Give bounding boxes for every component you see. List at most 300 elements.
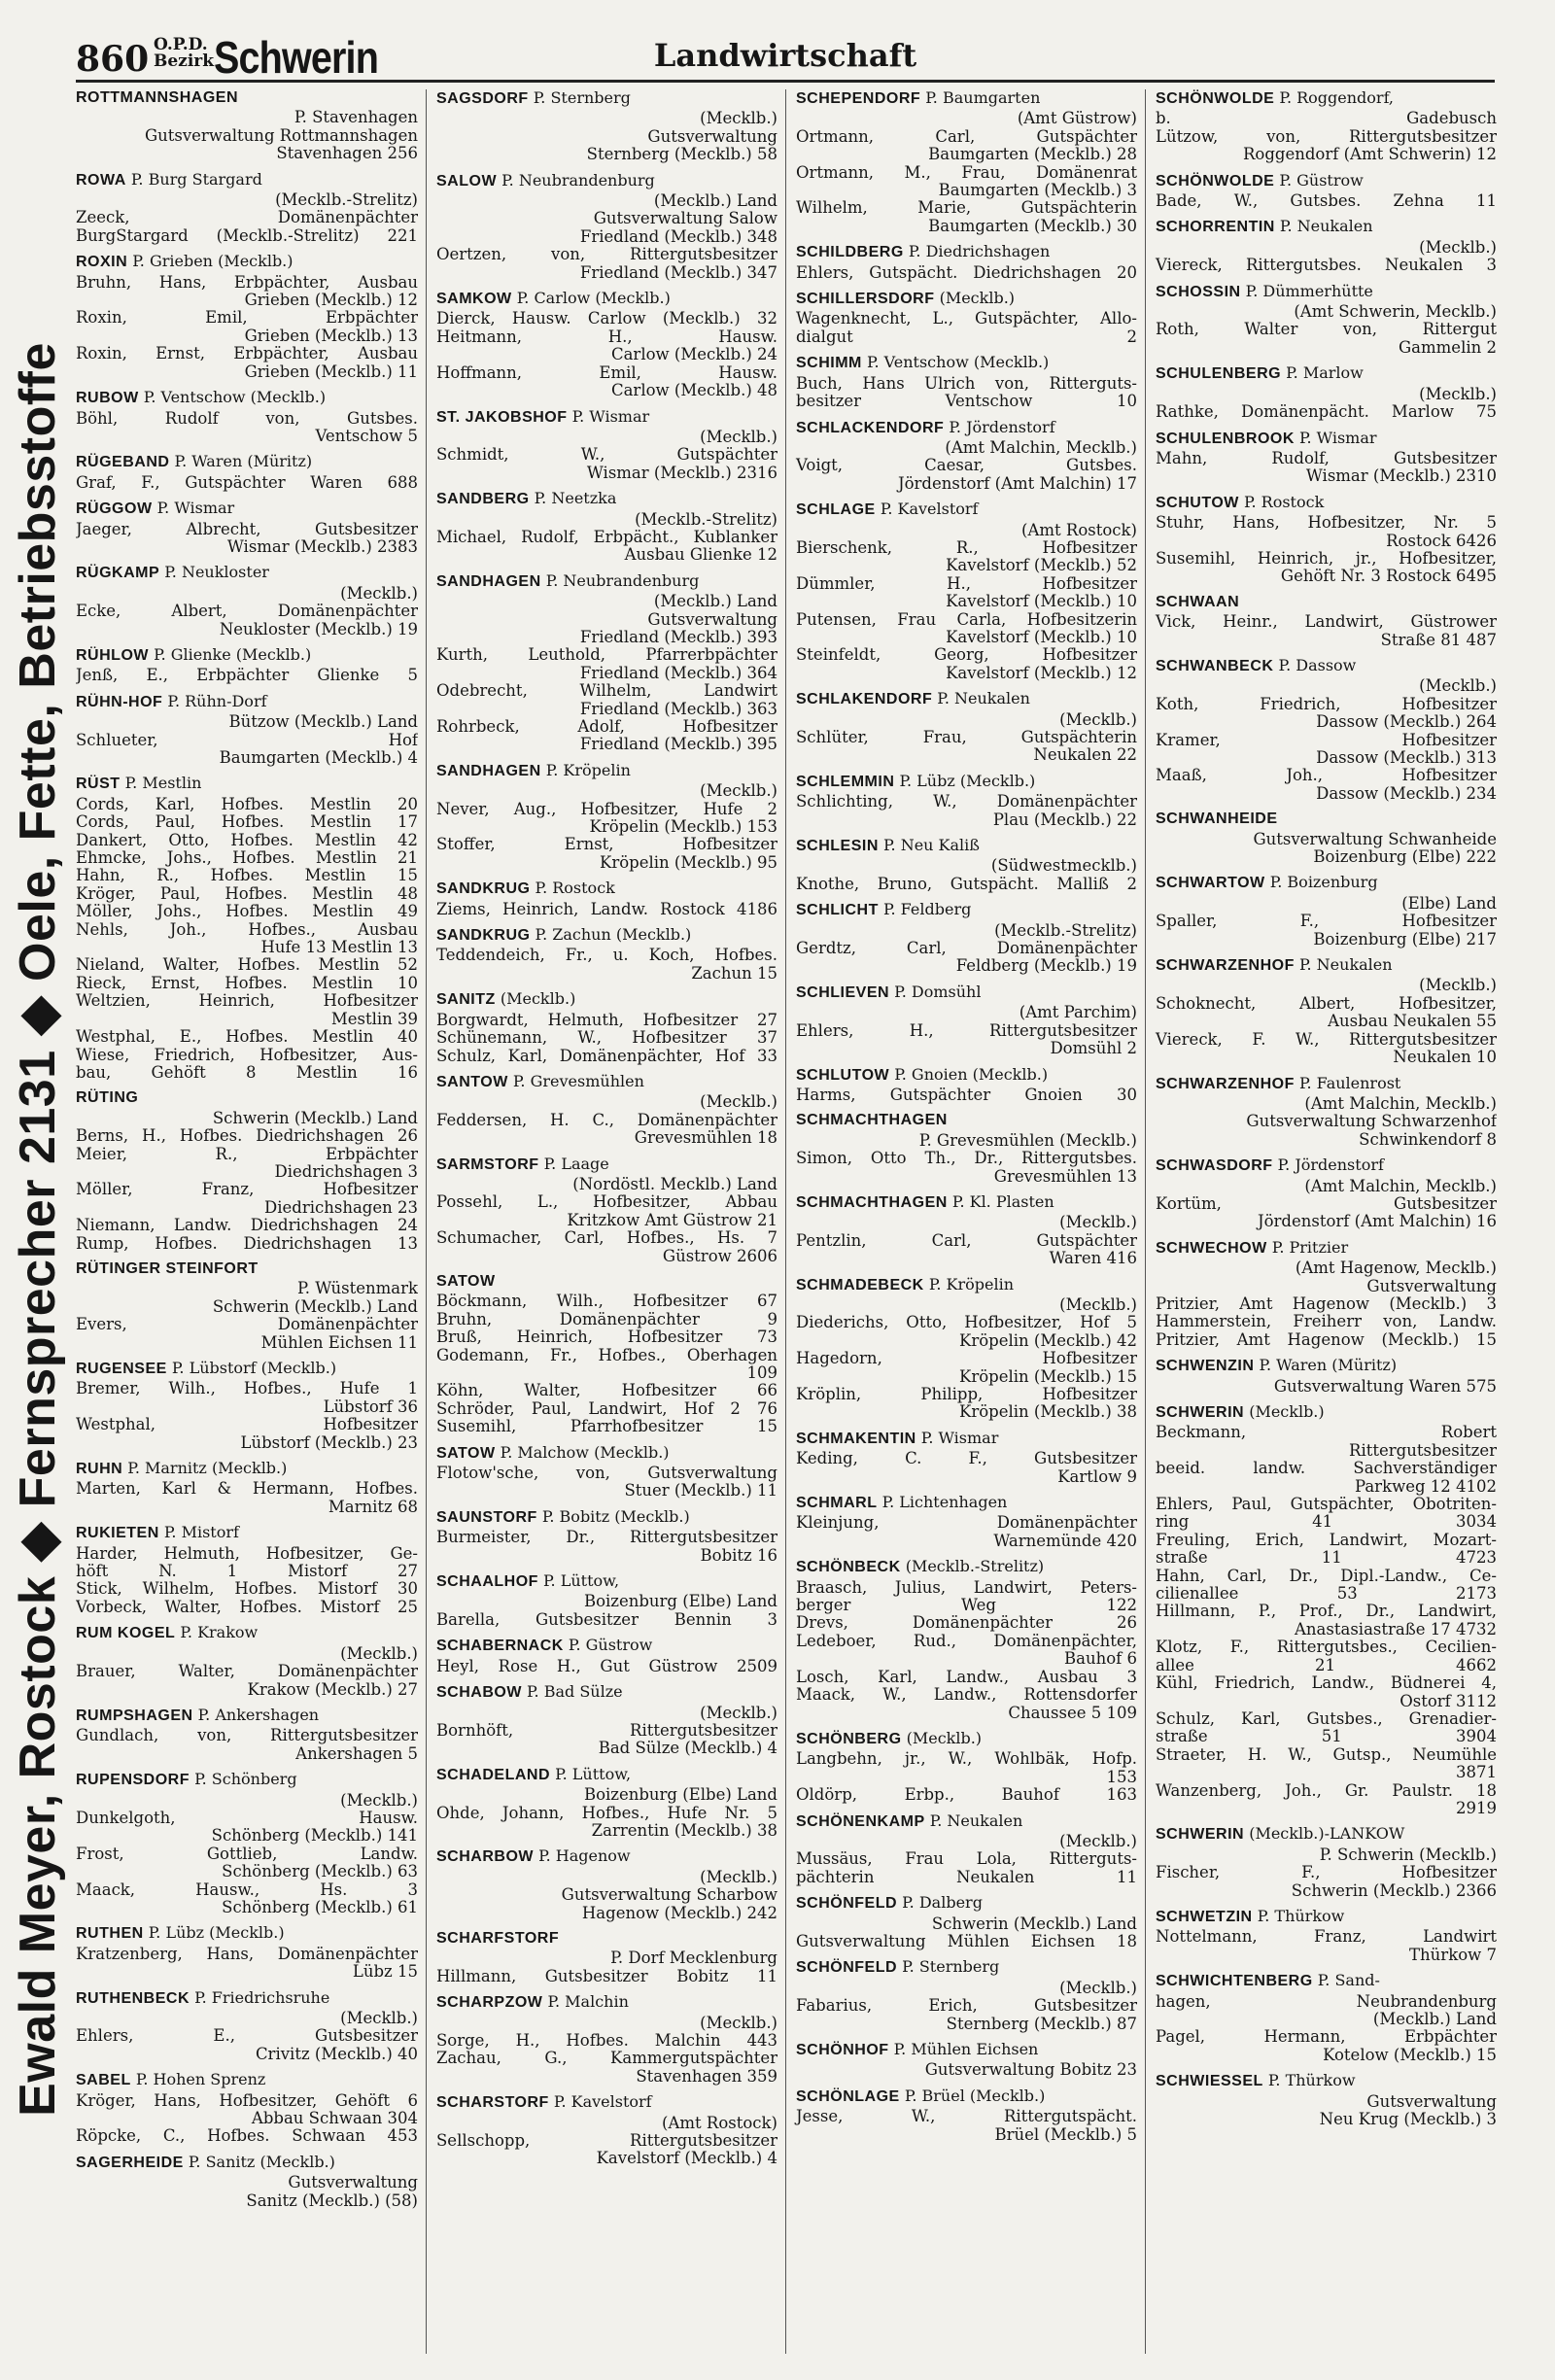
directory-entry (436, 408, 778, 483)
post-office: P. Thürkow (1262, 2071, 1356, 2090)
entry-line: Fischer, F., Hofbesitzer (1156, 1863, 1497, 1882)
entry-line: Bierschenk, R., Hofbesitzer (796, 537, 1137, 557)
entry-line: Berns, H., Hofbes. Diedrichshagen 26 (76, 1126, 418, 1146)
directory-entry (76, 500, 418, 556)
post-office: P. Ventschow (Mecklb.) (138, 388, 327, 407)
directory-entry (436, 1572, 778, 1629)
entry-line: Ortmann, Carl, Gutspächter (796, 126, 1137, 146)
entry-line: Brüel (Mecklb.) 5 (994, 2124, 1137, 2144)
place-heading (796, 901, 1137, 919)
directory-entry (796, 354, 1137, 410)
directory-entry (76, 89, 418, 163)
place-name: SCHLACKENDORF (796, 419, 945, 436)
place-heading (1156, 1075, 1497, 1093)
place-name: SCHIMM (796, 355, 862, 372)
place-name: SCHMACHTHAGEN (796, 1193, 948, 1211)
place-name: RÜGKAMP (76, 565, 160, 582)
place-name: RUBOW (76, 390, 139, 407)
place-name: SCHILLERSDORF (796, 291, 935, 308)
place-heading (76, 1460, 418, 1478)
place-heading (76, 2154, 418, 2172)
entry-line: Chaussee 5 109 (1008, 1703, 1137, 1722)
entry-line: Kartlow 9 (1057, 1466, 1137, 1486)
entry-line: (Mecklb.-Strelitz) (635, 509, 778, 529)
entry-line: Köhn, Walter, Hofbesitzer 66 (436, 1381, 778, 1400)
place-name: SCHMACHTHAGEN (796, 1112, 948, 1129)
entry-line: Boizenburg (Elbe) 217 (1313, 929, 1497, 949)
column-4 (1145, 89, 1497, 2354)
place-heading (796, 690, 1137, 708)
entry-line: Grieben (Mecklb.) 12 (244, 291, 418, 310)
post-office: (Mecklb.) (901, 1728, 983, 1747)
entry-line: (Mecklb.) (1419, 384, 1497, 403)
post-office: P. Neukloster (159, 563, 269, 582)
entry-line: Böckmann, Wilh., Hofbesitzer 67 (436, 1292, 778, 1311)
entry-line: Friedland (Mecklb.) 364 (579, 663, 778, 682)
directory-entry (76, 2071, 418, 2146)
directory-entry (796, 983, 1137, 1058)
entry-line: Feddersen, H. C., Domänenpächter (436, 1110, 778, 1129)
post-office: P. Marlow (1281, 363, 1364, 383)
entry-line: Kurth, Leuthold, Pfarrerbpächter (436, 645, 778, 665)
directory-entry (76, 389, 418, 445)
entry-line: Braasch, Julius, Landwirt, Peters- (796, 1577, 1137, 1597)
entry-line: Fabarius, Erich, Gutsbesitzer (796, 1996, 1137, 2016)
place-name: SCHWARZENHOF (1156, 1075, 1295, 1092)
place-name: SANDHAGEN (436, 762, 541, 779)
place-name: SCHWERIN (1156, 1826, 1245, 1844)
entry-line: Hoffmann, Emil, Hausw. (436, 362, 778, 382)
entry-line: Hagenow (Mecklb.) 242 (581, 1903, 778, 1922)
entry-line: Schmidt, W., Gutspächter (436, 445, 778, 465)
entry-line: Lübz 15 (352, 1962, 418, 1982)
directory-entry (436, 290, 778, 399)
entry-line: P. Stavenhagen (294, 108, 418, 127)
section-title: Landwirtschaft (653, 37, 917, 74)
entry-line: Wanzenberg, Joh., Gr. Paulstr. 18 (1156, 1780, 1497, 1800)
post-office: P. Laage (538, 1154, 609, 1173)
entry-line: Bruß, Heinrich, Hofbesitzer 73 (436, 1328, 778, 1347)
entry-line: Parkweg 12 4102 (1354, 1476, 1497, 1496)
bezirk-label: O.P.D. Bezirk (154, 35, 215, 71)
place-name: ROTTMANNSHAGEN (76, 89, 238, 106)
post-office: P. Kröpelin (540, 760, 631, 779)
entry-line: Stavenhagen 256 (276, 144, 418, 163)
entry-line: Wismar (Mecklb.) 2383 (226, 536, 418, 556)
entry-line: Sternberg (Mecklb.) 87 (946, 2014, 1137, 2033)
entry-line: Ehlers, H., Rittergutsbesitzer (796, 1020, 1137, 1040)
entry-line: Lützow, von, Rittergutsbesitzer (1156, 126, 1497, 146)
entry-line: (Mecklb.) (1419, 976, 1497, 995)
entry-line: Kotelow (Mecklb.) 15 (1323, 2045, 1497, 2064)
post-office: P. Thürkow (1252, 1906, 1345, 1925)
entry-line: Bruhn, Domänenpächter 9 (436, 1309, 778, 1328)
entry-line: Baumgarten (Mecklb.) 30 (928, 216, 1137, 235)
entry-line: Hagedorn, Hofbesitzer (796, 1349, 1137, 1368)
place-heading (796, 837, 1137, 855)
entry-line: Beckmann, Robert (1156, 1423, 1497, 1442)
place-heading (76, 453, 418, 471)
entry-line: (Mecklb.) (700, 109, 778, 128)
post-office: P. Schönberg (190, 1770, 297, 1789)
post-office: P. Rühn-Dorf (162, 691, 267, 710)
entry-line: Waren 416 (1049, 1249, 1137, 1268)
entry-line: Pentzlin, Carl, Gutspächter (796, 1230, 1137, 1250)
entry-line: (Amt Rostock) (1021, 520, 1137, 539)
entry-line: Never, Aug., Hofbesitzer, Hufe 2 (436, 799, 778, 818)
entry-line: Spaller, F., Hofbesitzer (1156, 912, 1497, 931)
entry-line: Zachun 15 (691, 963, 778, 983)
entry-line: Gutsverwaltung Schwanheide (1253, 829, 1497, 848)
directory-entry (1156, 874, 1497, 949)
post-office: P. Waren (Müritz) (169, 452, 313, 471)
post-office: P. Lüttow, (550, 1764, 632, 1783)
directory-entry (76, 1089, 418, 1253)
place-name: ROWA (76, 171, 126, 189)
entry-line: Vick, Heinr., Landwirt, Güstrower (1156, 612, 1497, 632)
entry-line: Roggendorf (Amt Schwerin) 12 (1242, 145, 1497, 164)
place-heading (436, 572, 778, 591)
directory-entry (796, 1894, 1137, 1950)
directory-entry (1156, 430, 1497, 486)
entry-line: Ortmann, M., Frau, Domänenrat (796, 162, 1137, 182)
entry-line: Gutsverwaltung (1366, 1276, 1497, 1295)
directory-entry (436, 2093, 778, 2168)
entry-line: (Mecklb.) (700, 781, 778, 801)
directory-entry (436, 990, 778, 1065)
entry-line: bau, Gehöft 8 Mestlin 16 (76, 1062, 418, 1082)
entry-line: Evers, Domänenpächter (76, 1315, 418, 1334)
entry-line: Bade, W., Gutsbes. Zehna 11 (1156, 191, 1497, 211)
entry-line: (Mecklb.) (700, 1703, 778, 1722)
entry-line: Feldberg (Mecklb.) 19 (955, 956, 1137, 976)
post-office: (Mecklb.)-LANKOW (1244, 1824, 1405, 1844)
entry-line: Ohde, Johann, Hofbes., Hufe Nr. 5 (436, 1803, 778, 1822)
place-name: SCHÖNBECK (796, 1559, 901, 1576)
place-name: SCHWAAN (1156, 593, 1240, 610)
entry-line: Baumgarten (Mecklb.) 4 (219, 748, 418, 767)
place-name: SCHABERNACK (436, 1638, 564, 1655)
directory-entry (76, 1260, 418, 1352)
place-heading (796, 1494, 1137, 1512)
entry-line: (Mecklb.) (1059, 1213, 1137, 1232)
entry-line: besitzer Ventschow 10 (796, 392, 1137, 411)
place-heading (436, 290, 778, 308)
post-office: P. Neukalen (932, 689, 1030, 708)
entry-line: Schwerin (Mecklb.) Land (212, 1108, 418, 1127)
entry-line: Kramer, Hofbesitzer (1156, 730, 1497, 749)
place-heading (76, 564, 418, 582)
entry-line: Pritzier, Amt Hagenow (Mecklb.) 15 (1156, 1329, 1497, 1349)
directory-entry (796, 837, 1137, 893)
entry-line: Ehlers, Paul, Gutspächter, Obotriten- (1156, 1495, 1497, 1514)
entry-line: Schlichting, W., Domänenpächter (796, 792, 1137, 811)
entry-line: Neukalen 22 (1033, 745, 1137, 765)
entry-line: (Amt Güstrow) (1017, 109, 1137, 128)
directory-entry (796, 419, 1137, 494)
entry-line: Maack, W., Landw., Rottensdorfer (796, 1685, 1137, 1705)
place-heading (796, 2087, 1137, 2106)
place-name: ST. JAKOBSHOF (436, 408, 568, 426)
entry-line: Graf, F., Gutspächter Waren 688 (76, 472, 418, 492)
entry-line: Oldörp, Erbp., Bauhof 163 (796, 1785, 1137, 1805)
entry-line: Kröpelin (Mecklb.) 95 (600, 852, 778, 872)
place-name: SABEL (76, 2072, 131, 2089)
place-heading (1156, 657, 1497, 675)
entry-line: Gerdtz, Carl, Domänenpächter (796, 939, 1137, 958)
entry-line: Susemihl, Pfarrhofbesitzer 15 (436, 1417, 778, 1436)
entry-line: Schulz, Karl, Domänenpächter, Hof 33 (436, 1046, 778, 1065)
entry-line: Ziems, Heinrich, Landw. Rostock 4186 (436, 899, 778, 918)
entry-line: Marnitz 68 (328, 1497, 418, 1516)
place-heading (76, 2071, 418, 2089)
entry-line: Grieben (Mecklb.) 11 (244, 362, 418, 381)
post-office: P. Dalberg (897, 1893, 983, 1913)
place-name: SCHÖNWOLDE (1156, 90, 1275, 107)
place-name: RÜGGOW (76, 500, 153, 518)
post-office: P. Malchin (542, 1992, 629, 2012)
entry-line: Ventschow 5 (315, 426, 418, 445)
place-heading (436, 762, 778, 780)
post-office: P. Mistorf (158, 1523, 239, 1542)
place-heading (76, 646, 418, 665)
entry-line: Nehls, Joh., Hofbes., Ausbau (76, 919, 418, 939)
directory-entry (796, 1958, 1137, 2033)
place-heading (436, 490, 778, 508)
post-office: P. Marnitz (Mecklb.) (122, 1459, 288, 1478)
entry-line: Mühlen Eichsen 11 (260, 1332, 418, 1352)
entry-line: Dierck, Hausw. Carlow (Mecklb.) 32 (436, 309, 778, 328)
entry-line: Gundlach, von, Rittergutsbesitzer (76, 1726, 418, 1745)
entry-line: Voigt, Caesar, Gutsbes. (796, 456, 1137, 475)
entry-line: Susemihl, Heinrich, jr., Hofbesitzer, (1156, 548, 1497, 568)
place-heading (796, 773, 1137, 791)
directory-entry (436, 572, 778, 754)
entry-line: Sellschopp, Rittergutsbesitzer (436, 2131, 778, 2151)
entry-line: Rostock 6426 (1386, 531, 1497, 550)
entry-line: Niemann, Landw. Diedrichshagen 24 (76, 1216, 418, 1235)
entry-line: (Elbe) Land (1401, 893, 1497, 913)
entry-line: Jördenstorf (Amt Malchin) 17 (898, 473, 1137, 493)
post-office: P. Krakow (175, 1623, 259, 1642)
post-office: P. Hohen Sprenz (130, 2070, 266, 2089)
place-name: ROXIN (76, 254, 128, 271)
entry-line: Odebrecht, Wilhelm, Landwirt (436, 681, 778, 701)
post-office: P. Kröpelin (923, 1274, 1014, 1293)
entry-line: Weltzien, Heinrich, Hofbesitzer (76, 991, 418, 1011)
entry-line: Kratzenberg, Hans, Domänenpächter (76, 1944, 418, 1963)
entry-line: Dassow (Mecklb.) 234 (1316, 783, 1497, 803)
post-office: P. Feldberg (878, 900, 972, 919)
entry-line: Baumgarten (Mecklb.) 3 (938, 181, 1137, 200)
entry-line: Brauer, Walter, Domänenpächter (76, 1662, 418, 1681)
place-name: RÜGEBAND (76, 454, 170, 471)
entry-line: 109 (746, 1363, 778, 1382)
place-heading (1156, 1357, 1497, 1375)
place-name: SANDKRUG (436, 927, 531, 945)
entry-line: Bremer, Wilh., Hofbes., Hufe 1 (76, 1379, 418, 1398)
place-name: SCHWANBECK (1156, 657, 1274, 674)
entry-line: Möller, Johs., Hofbes. Mestlin 49 (76, 902, 418, 921)
directory-entry (76, 1624, 418, 1699)
entry-line: Gutsverwaltung Mühlen Eichsen 18 (796, 1931, 1137, 1950)
entry-line: Grieben (Mecklb.) 13 (244, 326, 418, 345)
entry-line: Plau (Mecklb.) 22 (992, 810, 1137, 829)
place-name: SCHWICHTENBERG (1156, 1973, 1313, 1990)
entry-line: (Mecklb.) Land (1372, 2010, 1497, 2028)
entry-line: Boizenburg (Elbe) 222 (1313, 847, 1497, 867)
place-heading (436, 1847, 778, 1866)
entry-line: Teddendeich, Fr., u. Koch, Hofbes. (436, 946, 778, 965)
place-heading (76, 1924, 418, 1943)
entry-line: Schwerin (Mecklb.) Land (931, 1914, 1137, 1933)
post-office: P. Bobitz (Mecklb.) (536, 1506, 690, 1526)
entry-line: Wismar (Mecklb.) 2310 (1305, 466, 1497, 486)
directory-entry (76, 1524, 418, 1616)
entry-line: Jaeger, Albrecht, Gutsbesitzer (76, 519, 418, 538)
entry-line: Dassow (Mecklb.) 264 (1316, 712, 1497, 732)
post-office: P. Glienke (Mecklb.) (148, 644, 312, 664)
place-heading (436, 1930, 778, 1948)
entry-line: Possehl, L., Hofbesitzer, Abbau (436, 1192, 778, 1212)
entry-line: Sorge, H., Hofbes. Malchin 443 (436, 2031, 778, 2050)
entry-line: Kritzkow Amt Güstrow 21 (567, 1210, 778, 1229)
post-office: P. Güstrow (1274, 170, 1364, 190)
directory-entry (1156, 1908, 1497, 1964)
place-heading (436, 172, 778, 190)
directory-entry (796, 1812, 1137, 1887)
entry-line: Straeter, H. W., Gutsp., Neumühle (1156, 1744, 1497, 1764)
place-heading (76, 389, 418, 407)
entry-line: Hillmann, Gutsbesitzer Bobitz 11 (436, 1966, 778, 1985)
entry-line: Mestlin 39 (330, 1009, 418, 1028)
entry-line: Nottelmann, Franz, Landwirt (1156, 1927, 1497, 1947)
directory-entry (436, 762, 778, 872)
place-name: SCHABOW (436, 1684, 522, 1702)
directory-entry (436, 1847, 778, 1922)
directory-entry (1156, 283, 1497, 358)
entry-line: Neu Krug (Mecklb.) 3 (1319, 2110, 1497, 2129)
entry-line: Roxin, Emil, Erbpächter (76, 308, 418, 328)
entry-line: Cords, Karl, Hofbes. Mestlin 20 (76, 794, 418, 813)
entry-line: (Mecklb.) (700, 427, 778, 446)
entry-line: Lübstorf 36 (323, 1397, 418, 1416)
entry-line: Hammerstein, Freiherr von, Landw. (1156, 1312, 1497, 1331)
place-heading (1156, 494, 1497, 512)
entry-line: (Mecklb.) (1059, 1978, 1137, 1997)
place-heading (1156, 956, 1497, 975)
place-heading (796, 2041, 1137, 2059)
place-name: SCHWARTOW (1156, 875, 1265, 892)
place-name: SCHÖNFELD (796, 1959, 898, 1977)
post-office: P. Neetzka (529, 489, 617, 508)
entry-line: Kröpelin (Mecklb.) 15 (959, 1366, 1137, 1386)
entry-line: Kröpelin (Mecklb.) 153 (589, 817, 778, 837)
entry-line: Gutsverwaltung Scharbow (561, 1885, 778, 1905)
post-office: P. Dümmerhütte (1240, 281, 1373, 300)
entry-line: Röpcke, C., Hofbes. Schwaan 453 (76, 2126, 418, 2146)
entry-line: Bützow (Mecklb.) Land (228, 712, 418, 732)
place-heading (796, 354, 1137, 372)
entry-line: Viereck, Rittergutsbes. Neukalen 3 (1156, 256, 1497, 275)
directory-entry (436, 1156, 778, 1265)
place-name: SATOW (436, 1272, 496, 1290)
entry-line: Rittergutsbesitzer (1349, 1440, 1497, 1460)
entry-line: Sternberg (Mecklb.) 58 (586, 145, 778, 164)
directory-entry (76, 1360, 418, 1452)
place-name: SANTOW (436, 1073, 508, 1090)
entry-line: Maack, Hausw., Hs. 3 (76, 1880, 418, 1899)
directory-entry (436, 172, 778, 282)
post-office: P. Gnoien (Mecklb.) (889, 1064, 1049, 1084)
entry-line: Schumacher, Carl, Hofbes., Hs. 7 (436, 1228, 778, 1248)
entry-line: Ankershagen 5 (295, 1743, 418, 1763)
entry-line: (Mecklb.) (340, 1790, 418, 1810)
entry-line: Kröpelin (Mecklb.) 42 (959, 1330, 1137, 1350)
place-name: SCHWIESSEL (1156, 2073, 1263, 2090)
place-heading (436, 1273, 778, 1291)
entry-line: pächterin Neukalen 11 (796, 1867, 1137, 1886)
entry-line: (Mecklb.) (340, 1643, 418, 1663)
entry-line: (Mecklb.) (700, 2013, 778, 2032)
entry-line: berger Weg 122 (796, 1596, 1137, 1615)
post-office: P. Grieben (Mecklb.) (127, 252, 294, 271)
entry-line: Jesse, W., Rittergutspächt. (796, 2107, 1137, 2126)
directory-entry (76, 564, 418, 638)
entry-line: Cords, Paul, Hofbes. Mestlin 17 (76, 812, 418, 832)
entry-line: Westphal, E., Hofbes. Mestlin 40 (76, 1027, 418, 1047)
directory-entry (76, 1771, 418, 1916)
entry-line: Langbehn, jr., W., Wohlbäk, Hofp. (796, 1749, 1137, 1769)
entry-line: Sanitz (Mecklb.) (58) (246, 2190, 418, 2210)
post-office: P. Lübz (Mecklb.) (894, 771, 1036, 790)
entry-line: Güstrow 2606 (662, 1246, 778, 1265)
place-name: RUKIETEN (76, 1525, 159, 1542)
post-office: P. Sanitz (Mecklb.) (183, 2152, 335, 2171)
directory-entry (1156, 657, 1497, 803)
place-heading (796, 1958, 1137, 1977)
directory-entry (796, 1430, 1137, 1486)
entry-line: (Mecklb.) Land (653, 592, 778, 611)
directory-entry (436, 1444, 778, 1500)
place-name: SCHWASDORF (1156, 1157, 1273, 1175)
place-heading (76, 253, 418, 271)
directory-entry (76, 171, 418, 246)
directory-entry (436, 1930, 778, 1985)
entry-line: Neukalen 10 (1393, 1048, 1497, 1067)
place-heading (796, 1112, 1137, 1129)
entry-line: (Mecklb.) (700, 1867, 778, 1886)
entry-line: (Amt Rostock) (662, 2113, 778, 2132)
entry-line: (Mecklb.) (1059, 1831, 1137, 1850)
entry-line: Roxin, Ernst, Erbpächter, Ausbau (76, 344, 418, 363)
entry-line: Kröger, Paul, Hofbes. Mestlin 48 (76, 883, 418, 903)
entry-line: Ledeboer, Rud., Domänenpächter, (796, 1631, 1137, 1650)
place-name: SCHUTOW (1156, 494, 1239, 511)
entry-line: Harder, Helmuth, Hofbesitzer, Ge- (76, 1543, 418, 1563)
entry-line: allee 21 4662 (1156, 1655, 1497, 1674)
post-office: (Mecklb.) (495, 989, 576, 1009)
place-name: SCHADELAND (436, 1766, 550, 1783)
post-office: P. Mühlen Eichsen (888, 2040, 1039, 2058)
place-name: SAMKOW (436, 291, 512, 308)
post-office: P. Domsühl (889, 982, 982, 1001)
entry-line: Neukloster (Mecklb.) 19 (219, 619, 418, 638)
entry-line: Ausbau Glienke 12 (624, 545, 778, 565)
place-name: SCHÖNLAGE (796, 2087, 900, 2105)
entry-line: (Mecklb.) (340, 583, 418, 603)
directory-entry (436, 1683, 778, 1758)
